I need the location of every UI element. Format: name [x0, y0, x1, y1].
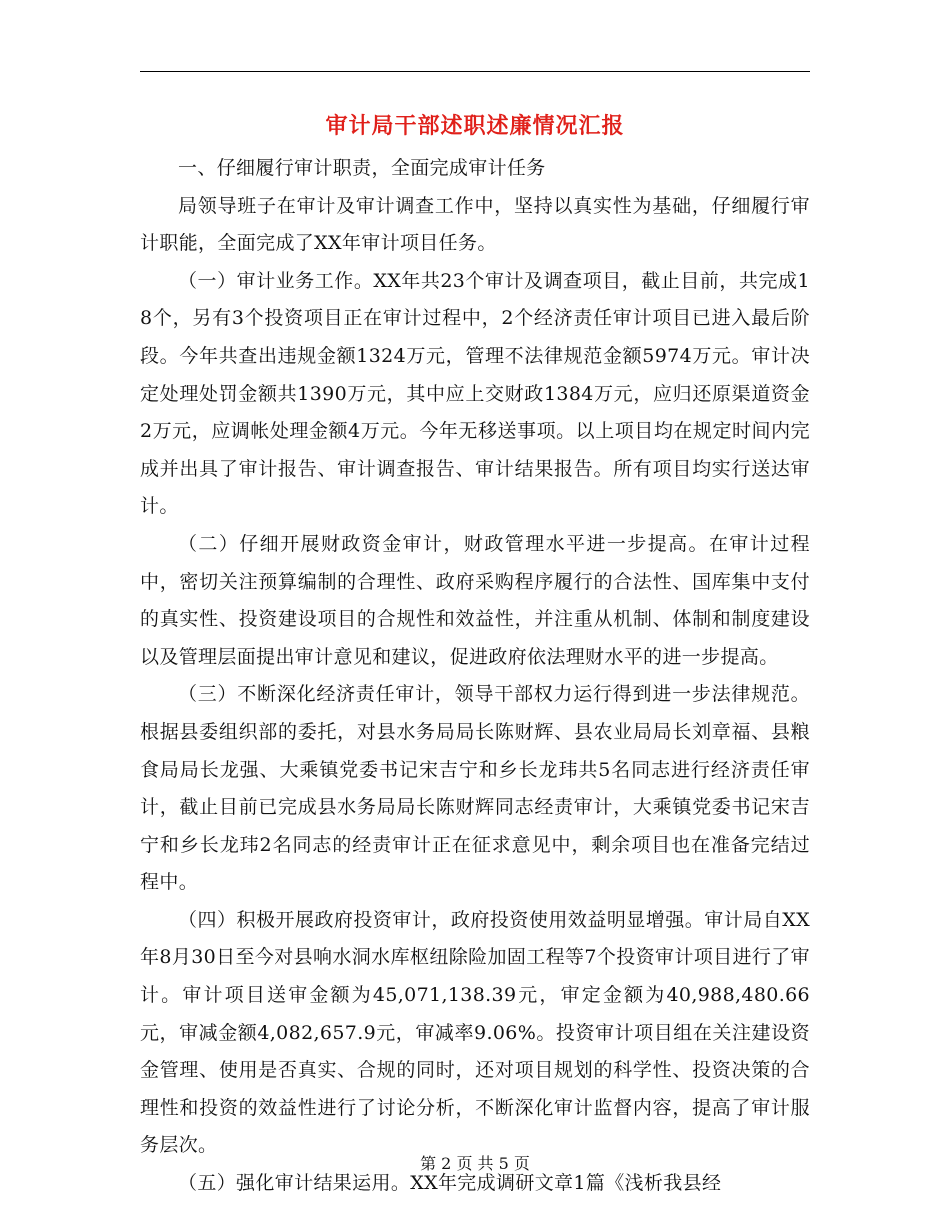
paragraph-investment-audit: （四）积极开展政府投资审计，政府投资使用效益明显增强。审计局自XX年8月30日至今对县响水洞水库枢纽除险加固工程等7个投资审计项目进行了审计。审计项目送审金额为45,071,138.39元，审定金额为40,988,480.66元，审减金额4,082,657.9元，审减率9.06%。投资审计项目组在关注建设资金管理、使用是否真实、合规的同时，还对项目规划的科学性、投资决策的合理性和投资的效益性进行了讨论分析，不断深化审计监督内容，提高了审计服务层次。: [140, 908, 810, 1157]
document-body: [140, 150, 810, 1203]
paragraph-economic-responsibility: （三）不断深化经济责任审计，领导干部权力运行得到进一步法律规范。根据县委组织部的委托，对县水务局局长陈财辉、县农业局局长刘章福、县粮食局局长龙强、大乘镇党委书记宋吉宁和乡长龙玮共5名同志进行经济责任审计，截止目前已完成县水务局局长陈财辉同志经责审计，大乘镇党委书记宋吉宁和乡长龙玮2名同志的经责审计正在征求意见中，剩余项目也在准备完结过程中。: [140, 683, 810, 894]
header-rule: [140, 71, 810, 72]
page-number: 第 2 页 共 5 页: [420, 1154, 530, 1173]
paragraph-intro: 局领导班子在审计及审计调查工作中，坚持以真实性为基础，仔细履行审计职能，全面完成了XX年审计项目任务。: [140, 194, 810, 255]
paragraph-audit-business: （一）审计业务工作。XX年共23个审计及调查项目，截止目前，共完成18个，另有3个投资项目正在审计过程中，2个经济责任审计项目已进入最后阶段。今年共查出违规金额1324万元，管理不法律规范金额5974万元。审计决定处理处罚金额共1390万元，其中应上交财政1384万元，应归还原渠道资金2万元，应调帐处理金额4万元。今年无移送事项。以上项目均在规定时间内完成并出具了审计报告、审计调查报告、审计结果报告。所有项目均实行送达审计。: [140, 269, 810, 518]
paragraph-fiscal-audit: （二）仔细开展财政资金审计，财政管理水平进一步提高。在审计过程中，密切关注预算编制的合理性、政府采购程序履行的合法性、国库集中支付的真实性、投资建设项目的合规性和效益性，并注重从机制、体制和制度建设以及管理层面提出审计意见和建议，促进政府依法理财水平的进一步提高。: [140, 532, 810, 668]
document-title: 审计局干部述职述廉情况汇报: [325, 113, 625, 139]
paragraph-audit-results: （五）强化审计结果运用。XX年完成调研文章1篇《浅析我县经: [178, 1172, 722, 1195]
section-heading: 一、仔细履行审计职责，全面完成审计任务: [178, 157, 546, 179]
